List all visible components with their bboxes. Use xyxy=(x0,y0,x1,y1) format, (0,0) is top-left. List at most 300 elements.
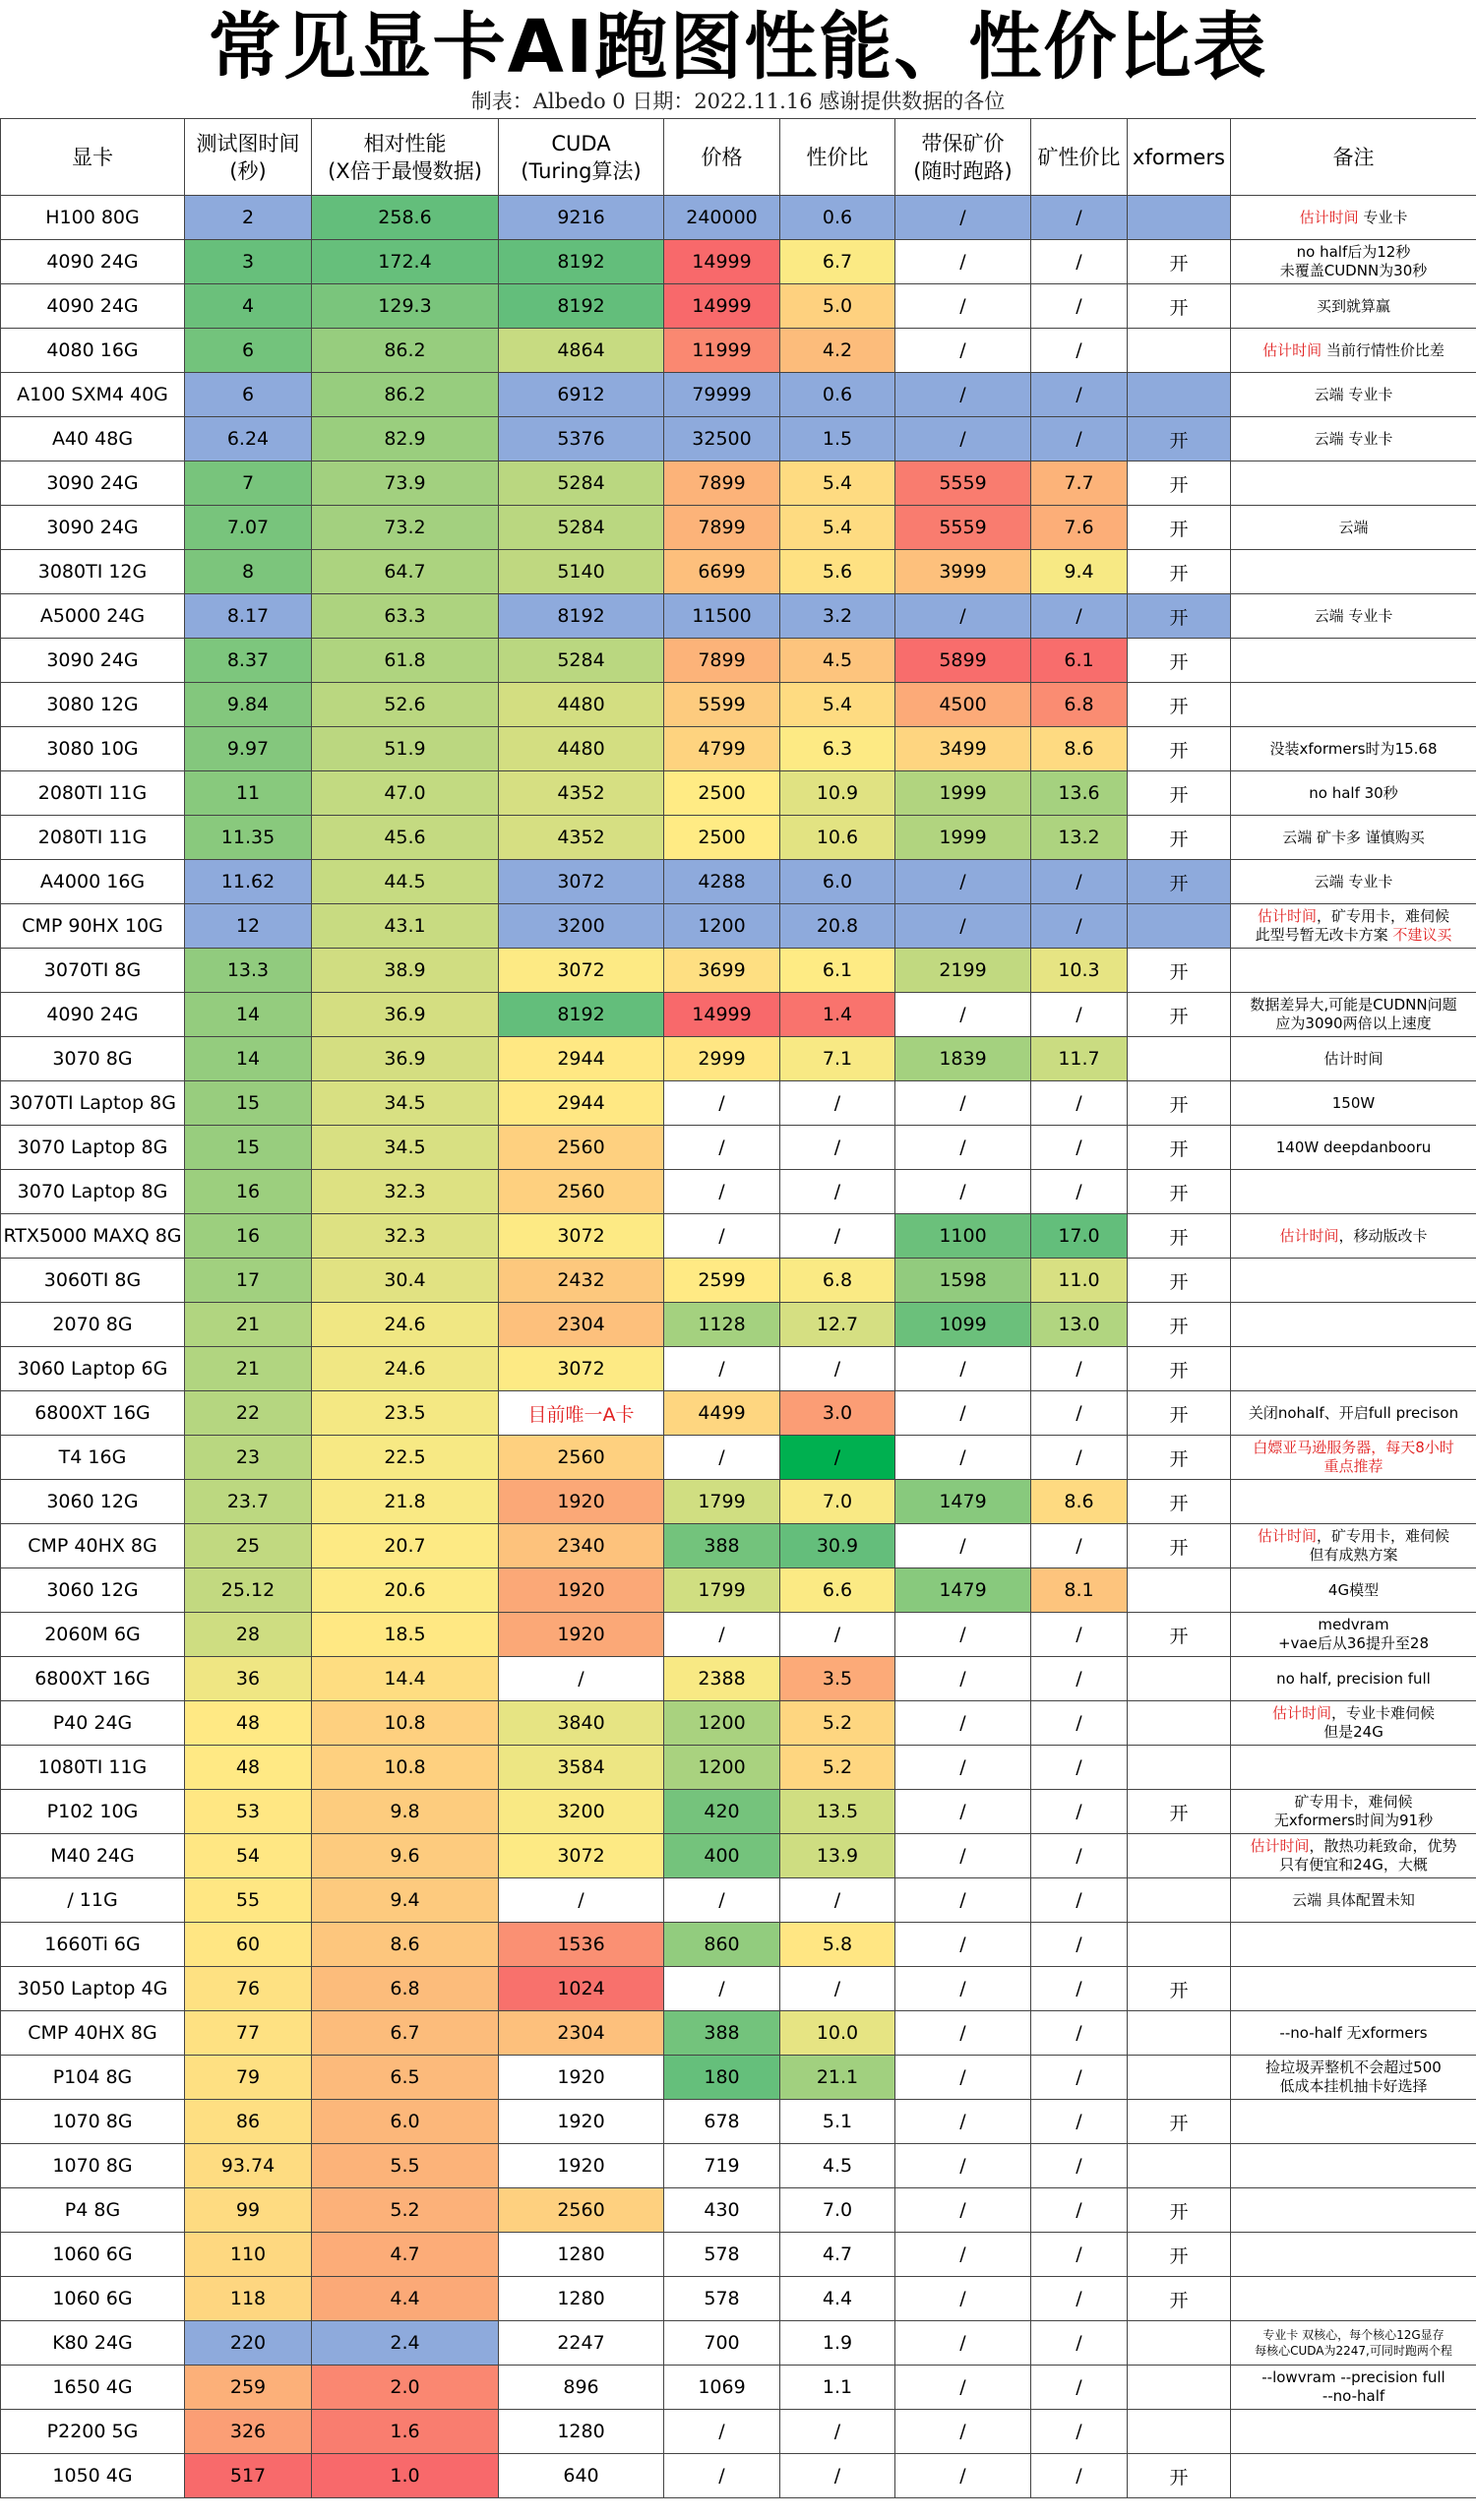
card-cell[interactable]: 3070 Laptop 8G xyxy=(1,1126,185,1170)
xformers-cell[interactable]: 开 xyxy=(1128,949,1231,993)
table-row[interactable] xyxy=(1,2100,1476,2144)
table-row[interactable] xyxy=(1,594,1476,639)
time-cell[interactable]: 7.07 xyxy=(185,506,312,550)
mining-price-cell[interactable]: / xyxy=(895,1347,1031,1391)
mining-price-cell[interactable]: 1999 xyxy=(895,771,1031,816)
price-cell[interactable]: 1799 xyxy=(664,1568,780,1613)
mining-value-cell[interactable]: / xyxy=(1031,1701,1128,1746)
time-cell[interactable]: 16 xyxy=(185,1170,312,1214)
note-cell[interactable] xyxy=(1231,2410,1476,2454)
perf-cell[interactable]: 5.2 xyxy=(312,2188,499,2233)
xformers-cell[interactable]: 开 xyxy=(1128,1347,1231,1391)
price-cell[interactable]: 11999 xyxy=(664,329,780,373)
card-cell[interactable]: 1070 8G xyxy=(1,2100,185,2144)
card-cell[interactable]: CMP 40HX 8G xyxy=(1,2011,185,2056)
value-cell[interactable]: 3.0 xyxy=(780,1391,895,1436)
time-cell[interactable]: 53 xyxy=(185,1790,312,1834)
note-cell[interactable]: 140W deepdanbooru xyxy=(1231,1126,1476,1170)
mining-value-cell[interactable]: / xyxy=(1031,1170,1128,1214)
perf-cell[interactable]: 86.2 xyxy=(312,329,499,373)
cuda-cell[interactable]: / xyxy=(499,1878,664,1923)
value-cell[interactable]: 10.9 xyxy=(780,771,895,816)
cuda-cell[interactable]: 2247 xyxy=(499,2321,664,2366)
mining-price-cell[interactable]: / xyxy=(895,1081,1031,1126)
time-cell[interactable]: 8.17 xyxy=(185,594,312,639)
note-cell[interactable]: 云端 专业卡 xyxy=(1231,860,1476,904)
note-cell[interactable] xyxy=(1231,1746,1476,1790)
cuda-cell[interactable]: 3200 xyxy=(499,904,664,949)
card-cell[interactable]: 6800XT 16G xyxy=(1,1391,185,1436)
xformers-cell[interactable]: 开 xyxy=(1128,993,1231,1037)
price-cell[interactable]: 1069 xyxy=(664,2366,780,2410)
time-cell[interactable]: 22 xyxy=(185,1391,312,1436)
note-cell[interactable] xyxy=(1231,2454,1476,2498)
mining-price-cell[interactable]: / xyxy=(895,1878,1031,1923)
mining-value-cell[interactable]: 11.7 xyxy=(1031,1037,1128,1081)
price-cell[interactable]: 180 xyxy=(664,2056,780,2100)
value-cell[interactable]: 5.2 xyxy=(780,1746,895,1790)
mining-value-cell[interactable]: / xyxy=(1031,594,1128,639)
xformers-cell[interactable]: 开 xyxy=(1128,1967,1231,2011)
value-cell[interactable]: 6.6 xyxy=(780,1568,895,1613)
note-cell[interactable]: no half 30秒 xyxy=(1231,771,1476,816)
value-cell[interactable]: 1.5 xyxy=(780,417,895,461)
mining-price-cell[interactable]: 1099 xyxy=(895,1303,1031,1347)
mining-price-cell[interactable]: / xyxy=(895,1790,1031,1834)
cuda-cell[interactable]: 3072 xyxy=(499,860,664,904)
cuda-cell[interactable]: 4352 xyxy=(499,816,664,860)
card-cell[interactable]: 1060 6G xyxy=(1,2233,185,2277)
price-cell[interactable]: 860 xyxy=(664,1923,780,1967)
cuda-cell[interactable]: 1920 xyxy=(499,1568,664,1613)
value-cell[interactable]: 7.0 xyxy=(780,2188,895,2233)
time-cell[interactable]: 25 xyxy=(185,1524,312,1568)
mining-price-cell[interactable]: 5559 xyxy=(895,461,1031,506)
price-cell[interactable]: 4499 xyxy=(664,1391,780,1436)
mining-price-cell[interactable]: / xyxy=(895,373,1031,417)
price-cell[interactable]: / xyxy=(664,1878,780,1923)
perf-cell[interactable]: 63.3 xyxy=(312,594,499,639)
xformers-cell[interactable]: 开 xyxy=(1128,639,1231,683)
card-cell[interactable]: T4 16G xyxy=(1,1436,185,1480)
cuda-cell[interactable]: 4480 xyxy=(499,683,664,727)
mining-price-cell[interactable]: / xyxy=(895,2056,1031,2100)
perf-cell[interactable]: 4.7 xyxy=(312,2233,499,2277)
mining-value-cell[interactable]: / xyxy=(1031,1081,1128,1126)
xformers-cell[interactable]: 开 xyxy=(1128,1170,1231,1214)
table-row[interactable] xyxy=(1,506,1476,550)
mining-price-cell[interactable]: / xyxy=(895,2321,1031,2366)
perf-cell[interactable]: 23.5 xyxy=(312,1391,499,1436)
time-cell[interactable]: 12 xyxy=(185,904,312,949)
perf-cell[interactable]: 9.8 xyxy=(312,1790,499,1834)
mining-value-cell[interactable]: 9.4 xyxy=(1031,550,1128,594)
value-cell[interactable]: 13.9 xyxy=(780,1834,895,1878)
perf-cell[interactable]: 258.6 xyxy=(312,196,499,240)
time-cell[interactable]: 220 xyxy=(185,2321,312,2366)
value-cell[interactable]: 6.0 xyxy=(780,860,895,904)
time-cell[interactable]: 9.97 xyxy=(185,727,312,771)
value-cell[interactable]: / xyxy=(780,2410,895,2454)
table-row[interactable] xyxy=(1,816,1476,860)
xformers-cell[interactable] xyxy=(1128,2056,1231,2100)
table-row[interactable] xyxy=(1,1126,1476,1170)
mining-value-cell[interactable]: / xyxy=(1031,196,1128,240)
mining-value-cell[interactable]: 8.6 xyxy=(1031,727,1128,771)
perf-cell[interactable]: 22.5 xyxy=(312,1436,499,1480)
xformers-cell[interactable] xyxy=(1128,1657,1231,1701)
table-row[interactable] xyxy=(1,1259,1476,1303)
note-cell[interactable] xyxy=(1231,2233,1476,2277)
value-cell[interactable]: 5.4 xyxy=(780,461,895,506)
note-cell[interactable] xyxy=(1231,1214,1476,1259)
mining-price-cell[interactable]: / xyxy=(895,1391,1031,1436)
mining-price-cell[interactable]: 2199 xyxy=(895,949,1031,993)
xformers-cell[interactable]: 开 xyxy=(1128,816,1231,860)
time-cell[interactable]: 54 xyxy=(185,1834,312,1878)
mining-value-cell[interactable]: / xyxy=(1031,1834,1128,1878)
price-cell[interactable]: 7899 xyxy=(664,461,780,506)
table-row[interactable] xyxy=(1,1480,1476,1524)
card-cell[interactable]: 3060 Laptop 6G xyxy=(1,1347,185,1391)
xformers-cell[interactable]: 开 xyxy=(1128,1613,1231,1657)
price-cell[interactable]: / xyxy=(664,1436,780,1480)
cuda-cell[interactable]: 2432 xyxy=(499,1259,664,1303)
mining-price-cell[interactable]: / xyxy=(895,2277,1031,2321)
card-cell[interactable]: 3080TI 12G xyxy=(1,550,185,594)
time-cell[interactable]: 2 xyxy=(185,196,312,240)
time-cell[interactable]: 14 xyxy=(185,993,312,1037)
card-cell[interactable]: P104 8G xyxy=(1,2056,185,2100)
price-cell[interactable]: 400 xyxy=(664,1834,780,1878)
time-cell[interactable]: 11.62 xyxy=(185,860,312,904)
value-cell[interactable]: 3.5 xyxy=(780,1657,895,1701)
mining-value-cell[interactable]: 8.1 xyxy=(1031,1568,1128,1613)
time-cell[interactable]: 8.37 xyxy=(185,639,312,683)
mining-value-cell[interactable]: / xyxy=(1031,2188,1128,2233)
column-header[interactable]: 矿性价比 xyxy=(1031,119,1128,196)
xformers-cell[interactable] xyxy=(1128,2144,1231,2188)
note-cell[interactable]: 买到就算赢 xyxy=(1231,284,1476,329)
price-cell[interactable]: 388 xyxy=(664,2011,780,2056)
xformers-cell[interactable]: 开 xyxy=(1128,594,1231,639)
xformers-cell[interactable]: 开 xyxy=(1128,1081,1231,1126)
value-cell[interactable]: / xyxy=(780,1214,895,1259)
value-cell[interactable]: 30.9 xyxy=(780,1524,895,1568)
note-cell[interactable] xyxy=(1231,329,1476,373)
mining-price-cell[interactable]: 1479 xyxy=(895,1568,1031,1613)
value-cell[interactable]: / xyxy=(780,1081,895,1126)
cuda-cell[interactable]: 896 xyxy=(499,2366,664,2410)
time-cell[interactable]: 99 xyxy=(185,2188,312,2233)
note-cell[interactable] xyxy=(1231,2144,1476,2188)
xformers-cell[interactable] xyxy=(1128,2321,1231,2366)
perf-cell[interactable]: 172.4 xyxy=(312,240,499,284)
value-cell[interactable]: / xyxy=(780,1126,895,1170)
note-cell[interactable]: 没装xformers时为15.68 xyxy=(1231,727,1476,771)
time-cell[interactable]: 23.7 xyxy=(185,1480,312,1524)
note-cell[interactable] xyxy=(1231,1923,1476,1967)
card-cell[interactable]: A5000 24G xyxy=(1,594,185,639)
value-cell[interactable]: 0.6 xyxy=(780,196,895,240)
mining-price-cell[interactable]: / xyxy=(895,417,1031,461)
mining-price-cell[interactable]: / xyxy=(895,196,1031,240)
table-row[interactable] xyxy=(1,1790,1476,1834)
time-cell[interactable]: 517 xyxy=(185,2454,312,2498)
xformers-cell[interactable] xyxy=(1128,329,1231,373)
note-cell[interactable]: 4G模型 xyxy=(1231,1568,1476,1613)
mining-value-cell[interactable]: / xyxy=(1031,1126,1128,1170)
table-row[interactable] xyxy=(1,727,1476,771)
perf-cell[interactable]: 10.8 xyxy=(312,1701,499,1746)
time-cell[interactable]: 7 xyxy=(185,461,312,506)
perf-cell[interactable]: 32.3 xyxy=(312,1170,499,1214)
xformers-cell[interactable] xyxy=(1128,1834,1231,1878)
value-cell[interactable]: 5.1 xyxy=(780,2100,895,2144)
mining-value-cell[interactable]: / xyxy=(1031,2100,1128,2144)
note-cell[interactable]: --lowvram --precision full --no-half xyxy=(1231,2366,1476,2410)
value-cell[interactable]: 3.2 xyxy=(780,594,895,639)
note-cell[interactable]: 专业卡 双核心，每个核心12G显存 每核心CUDA为2247,可同时跑两个程 xyxy=(1231,2321,1476,2366)
perf-cell[interactable]: 61.8 xyxy=(312,639,499,683)
card-cell[interactable]: 4090 24G xyxy=(1,240,185,284)
xformers-cell[interactable]: 开 xyxy=(1128,1436,1231,1480)
mining-price-cell[interactable]: / xyxy=(895,860,1031,904)
cuda-cell[interactable]: 5284 xyxy=(499,506,664,550)
table-row[interactable] xyxy=(1,1391,1476,1436)
table-row[interactable] xyxy=(1,1878,1476,1923)
xformers-cell[interactable] xyxy=(1128,1037,1231,1081)
cuda-cell[interactable]: 8192 xyxy=(499,594,664,639)
note-cell[interactable] xyxy=(1231,904,1476,949)
note-cell[interactable] xyxy=(1231,1347,1476,1391)
perf-cell[interactable]: 6.7 xyxy=(312,2011,499,2056)
perf-cell[interactable]: 73.9 xyxy=(312,461,499,506)
table-row[interactable] xyxy=(1,1967,1476,2011)
cuda-cell[interactable]: 1920 xyxy=(499,2100,664,2144)
value-cell[interactable]: 6.1 xyxy=(780,949,895,993)
table-row[interactable] xyxy=(1,1568,1476,1613)
table-row[interactable] xyxy=(1,1170,1476,1214)
price-cell[interactable]: 430 xyxy=(664,2188,780,2233)
mining-price-cell[interactable]: 3999 xyxy=(895,550,1031,594)
note-cell[interactable]: 云端 专业卡 xyxy=(1231,417,1476,461)
cuda-cell[interactable]: 3200 xyxy=(499,1790,664,1834)
table-row[interactable] xyxy=(1,2277,1476,2321)
table-row[interactable] xyxy=(1,1834,1476,1878)
price-cell[interactable]: 79999 xyxy=(664,373,780,417)
table-row[interactable] xyxy=(1,860,1476,904)
mining-value-cell[interactable]: / xyxy=(1031,1967,1128,2011)
price-cell[interactable]: 678 xyxy=(664,2100,780,2144)
mining-value-cell[interactable]: 7.6 xyxy=(1031,506,1128,550)
time-cell[interactable]: 6 xyxy=(185,373,312,417)
card-cell[interactable]: 3090 24G xyxy=(1,461,185,506)
perf-cell[interactable]: 2.0 xyxy=(312,2366,499,2410)
mining-value-cell[interactable]: / xyxy=(1031,1657,1128,1701)
table-row[interactable] xyxy=(1,771,1476,816)
mining-price-cell[interactable]: 5559 xyxy=(895,506,1031,550)
price-cell[interactable]: 7899 xyxy=(664,639,780,683)
xformers-cell[interactable]: 开 xyxy=(1128,240,1231,284)
column-header[interactable]: xformers xyxy=(1128,119,1231,196)
xformers-cell[interactable]: 开 xyxy=(1128,860,1231,904)
mining-value-cell[interactable]: / xyxy=(1031,1923,1128,1967)
card-cell[interactable]: 2080TI 11G xyxy=(1,816,185,860)
xformers-cell[interactable] xyxy=(1128,1701,1231,1746)
table-row[interactable] xyxy=(1,2366,1476,2410)
mining-value-cell[interactable]: / xyxy=(1031,417,1128,461)
perf-cell[interactable]: 4.4 xyxy=(312,2277,499,2321)
card-cell[interactable]: CMP 90HX 10G xyxy=(1,904,185,949)
note-cell[interactable]: 云端 具体配置未知 xyxy=(1231,1878,1476,1923)
table-row[interactable] xyxy=(1,1657,1476,1701)
mining-price-cell[interactable]: / xyxy=(895,1701,1031,1746)
table-row[interactable] xyxy=(1,2454,1476,2498)
price-cell[interactable]: 420 xyxy=(664,1790,780,1834)
perf-cell[interactable]: 5.5 xyxy=(312,2144,499,2188)
table-row[interactable] xyxy=(1,1524,1476,1568)
table-row[interactable] xyxy=(1,1701,1476,1746)
price-cell[interactable]: 1200 xyxy=(664,904,780,949)
card-cell[interactable]: 3050 Laptop 4G xyxy=(1,1967,185,2011)
note-cell[interactable] xyxy=(1231,1259,1476,1303)
price-cell[interactable]: 11500 xyxy=(664,594,780,639)
mining-price-cell[interactable]: / xyxy=(895,2188,1031,2233)
mining-value-cell[interactable]: / xyxy=(1031,329,1128,373)
card-cell[interactable]: P4 8G xyxy=(1,2188,185,2233)
card-cell[interactable]: 2070 8G xyxy=(1,1303,185,1347)
column-header[interactable]: 测试图时间 (秒) xyxy=(185,119,312,196)
table-row[interactable] xyxy=(1,284,1476,329)
mining-value-cell[interactable]: / xyxy=(1031,860,1128,904)
value-cell[interactable]: 5.4 xyxy=(780,683,895,727)
time-cell[interactable]: 21 xyxy=(185,1347,312,1391)
table-row[interactable] xyxy=(1,329,1476,373)
mining-price-cell[interactable]: / xyxy=(895,2144,1031,2188)
price-cell[interactable]: 578 xyxy=(664,2233,780,2277)
xformers-cell[interactable]: 开 xyxy=(1128,2233,1231,2277)
perf-cell[interactable]: 24.6 xyxy=(312,1303,499,1347)
perf-cell[interactable]: 20.7 xyxy=(312,1524,499,1568)
value-cell[interactable]: 4.4 xyxy=(780,2277,895,2321)
note-cell[interactable]: --no-half 无xformers xyxy=(1231,2011,1476,2056)
value-cell[interactable]: / xyxy=(780,1613,895,1657)
table-row[interactable] xyxy=(1,1037,1476,1081)
note-cell[interactable] xyxy=(1231,2188,1476,2233)
note-cell[interactable] xyxy=(1231,1967,1476,2011)
column-header[interactable]: 相对性能 (X倍于最慢数据) xyxy=(312,119,499,196)
table-row[interactable] xyxy=(1,2321,1476,2366)
card-cell[interactable]: 3060TI 8G xyxy=(1,1259,185,1303)
cuda-cell[interactable]: 1280 xyxy=(499,2410,664,2454)
price-cell[interactable]: 4288 xyxy=(664,860,780,904)
cuda-cell[interactable]: 8192 xyxy=(499,993,664,1037)
time-cell[interactable]: 118 xyxy=(185,2277,312,2321)
note-cell[interactable]: 数据差异大,可能是CUDNN问题 应为3090两倍以上速度 xyxy=(1231,993,1476,1037)
table-row[interactable] xyxy=(1,240,1476,284)
card-cell[interactable]: 3070 Laptop 8G xyxy=(1,1170,185,1214)
mining-value-cell[interactable]: / xyxy=(1031,1613,1128,1657)
xformers-cell[interactable]: 开 xyxy=(1128,2277,1231,2321)
value-cell[interactable]: 4.2 xyxy=(780,329,895,373)
cuda-cell[interactable]: 3072 xyxy=(499,1214,664,1259)
table-row[interactable] xyxy=(1,639,1476,683)
card-cell[interactable]: 1050 4G xyxy=(1,2454,185,2498)
note-cell[interactable]: 云端 专业卡 xyxy=(1231,594,1476,639)
cuda-cell[interactable]: 2944 xyxy=(499,1081,664,1126)
note-cell[interactable] xyxy=(1231,1303,1476,1347)
time-cell[interactable]: 48 xyxy=(185,1701,312,1746)
perf-cell[interactable]: 1.0 xyxy=(312,2454,499,2498)
mining-value-cell[interactable]: / xyxy=(1031,240,1128,284)
value-cell[interactable]: / xyxy=(780,1347,895,1391)
cuda-cell[interactable]: 8192 xyxy=(499,284,664,329)
perf-cell[interactable]: 1.6 xyxy=(312,2410,499,2454)
mining-price-cell[interactable]: / xyxy=(895,904,1031,949)
mining-price-cell[interactable]: / xyxy=(895,240,1031,284)
value-cell[interactable]: 13.5 xyxy=(780,1790,895,1834)
mining-price-cell[interactable]: 1999 xyxy=(895,816,1031,860)
card-cell[interactable]: P102 10G xyxy=(1,1790,185,1834)
xformers-cell[interactable] xyxy=(1128,2011,1231,2056)
price-cell[interactable]: / xyxy=(664,2410,780,2454)
time-cell[interactable]: 93.74 xyxy=(185,2144,312,2188)
note-cell[interactable]: no half后为12秒 未覆盖CUDNN为30秒 xyxy=(1231,240,1476,284)
note-cell[interactable]: 捡垃圾弄整机不会超过500 低成本挂机抽卡好选择 xyxy=(1231,2056,1476,2100)
price-cell[interactable]: 6699 xyxy=(664,550,780,594)
card-cell[interactable]: 1070 8G xyxy=(1,2144,185,2188)
note-cell[interactable] xyxy=(1231,2277,1476,2321)
card-cell[interactable]: 3060 12G xyxy=(1,1568,185,1613)
mining-price-cell[interactable]: 1598 xyxy=(895,1259,1031,1303)
mining-value-cell[interactable]: / xyxy=(1031,2233,1128,2277)
xformers-cell[interactable]: 开 xyxy=(1128,417,1231,461)
card-cell[interactable]: 1060 6G xyxy=(1,2277,185,2321)
time-cell[interactable]: 6 xyxy=(185,329,312,373)
xformers-cell[interactable]: 开 xyxy=(1128,284,1231,329)
perf-cell[interactable]: 73.2 xyxy=(312,506,499,550)
mining-price-cell[interactable]: / xyxy=(895,2100,1031,2144)
mining-price-cell[interactable]: / xyxy=(895,2233,1031,2277)
mining-price-cell[interactable]: 4500 xyxy=(895,683,1031,727)
price-cell[interactable]: 4799 xyxy=(664,727,780,771)
mining-value-cell[interactable]: / xyxy=(1031,2321,1128,2366)
value-cell[interactable]: 4.7 xyxy=(780,2233,895,2277)
xformers-cell[interactable]: 开 xyxy=(1128,771,1231,816)
time-cell[interactable]: 13.3 xyxy=(185,949,312,993)
cuda-cell[interactable]: 1920 xyxy=(499,1613,664,1657)
cuda-cell[interactable]: 8192 xyxy=(499,240,664,284)
cuda-cell[interactable]: 5376 xyxy=(499,417,664,461)
mining-value-cell[interactable]: 13.0 xyxy=(1031,1303,1128,1347)
xformers-cell[interactable]: 开 xyxy=(1128,461,1231,506)
mining-value-cell[interactable]: / xyxy=(1031,1391,1128,1436)
note-cell[interactable] xyxy=(1231,2100,1476,2144)
column-header[interactable]: 带保矿价 (随时跑路) xyxy=(895,119,1031,196)
card-cell[interactable]: 1080TI 11G xyxy=(1,1746,185,1790)
mining-price-cell[interactable]: / xyxy=(895,594,1031,639)
card-cell[interactable]: 3090 24G xyxy=(1,506,185,550)
mining-price-cell[interactable]: / xyxy=(895,1746,1031,1790)
price-cell[interactable]: 700 xyxy=(664,2321,780,2366)
time-cell[interactable]: 23 xyxy=(185,1436,312,1480)
mining-price-cell[interactable]: 1479 xyxy=(895,1480,1031,1524)
value-cell[interactable]: / xyxy=(780,2454,895,2498)
price-cell[interactable]: 2999 xyxy=(664,1037,780,1081)
mining-value-cell[interactable]: / xyxy=(1031,2277,1128,2321)
mining-price-cell[interactable]: / xyxy=(895,2454,1031,2498)
